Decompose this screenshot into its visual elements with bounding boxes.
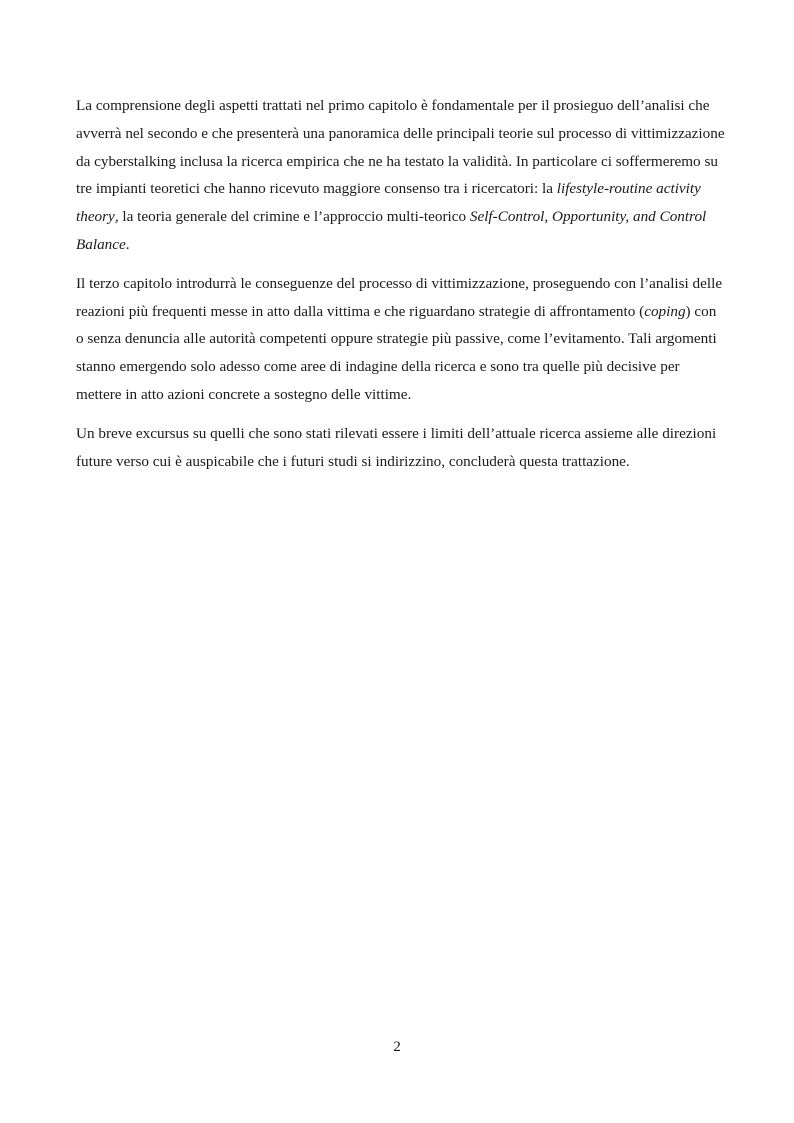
paragraph-3	[76, 420, 726, 476]
body-text	[76, 92, 726, 486]
page-number: 2	[393, 1038, 401, 1055]
paragraph-1	[76, 92, 726, 259]
paragraph-1-end: .	[125, 235, 130, 253]
paragraph-1-text: La comprensione degli aspetti trattati nel primo capitolo è fondamentale per il prosieguo dell’analisi che avverrà nel secondo e che presenterà una panoramica delle principali teorie sul processo di vittimizzazione da cyberstalking inclusa la ricerca empirica che ne ha testato la validità. In particolare ci soffermeremo su tre impianti teoretici che hanno ricevuto maggiore consenso tra i ricercatori: la	[76, 97, 725, 198]
paragraph-2	[76, 270, 726, 409]
paragraph-2-text-cont: ) con o senza denuncia alle autorità competenti oppure strategie più passive, come l’evitamento. Tali argomenti stanno emergendo solo adesso come aree di indagine della ricerca e sono tra quelle più decisive per mettere in atto azioni concrete a sostegno delle vittime.	[76, 302, 717, 403]
theory-lifestyle-routine: lifestyle-routine activity theory	[76, 180, 701, 226]
paragraph-1-text-cont: , la teoria generale del crimine e l’approccio multi-teorico	[114, 208, 470, 226]
theory-self-control: Self-Control, Opportunity, and Control Balance	[76, 208, 707, 253]
coping-term: coping	[644, 302, 686, 320]
paragraph-3-text: Un breve excursus su quelli che sono stati rilevati essere i limiti dell’attuale ricerca assieme alle direzioni future verso cui è auspicabile che i futuri studi si indirizzino, concluderà questa trattazione.	[76, 424, 717, 470]
paragraph-2-text: Il terzo capitolo introdurrà le conseguenze del processo di vittimizzazione, proseguendo con l’analisi delle reazioni più frequenti messe in atto dalla vittima e che riguardano strategie di affrontamento (	[76, 274, 723, 320]
